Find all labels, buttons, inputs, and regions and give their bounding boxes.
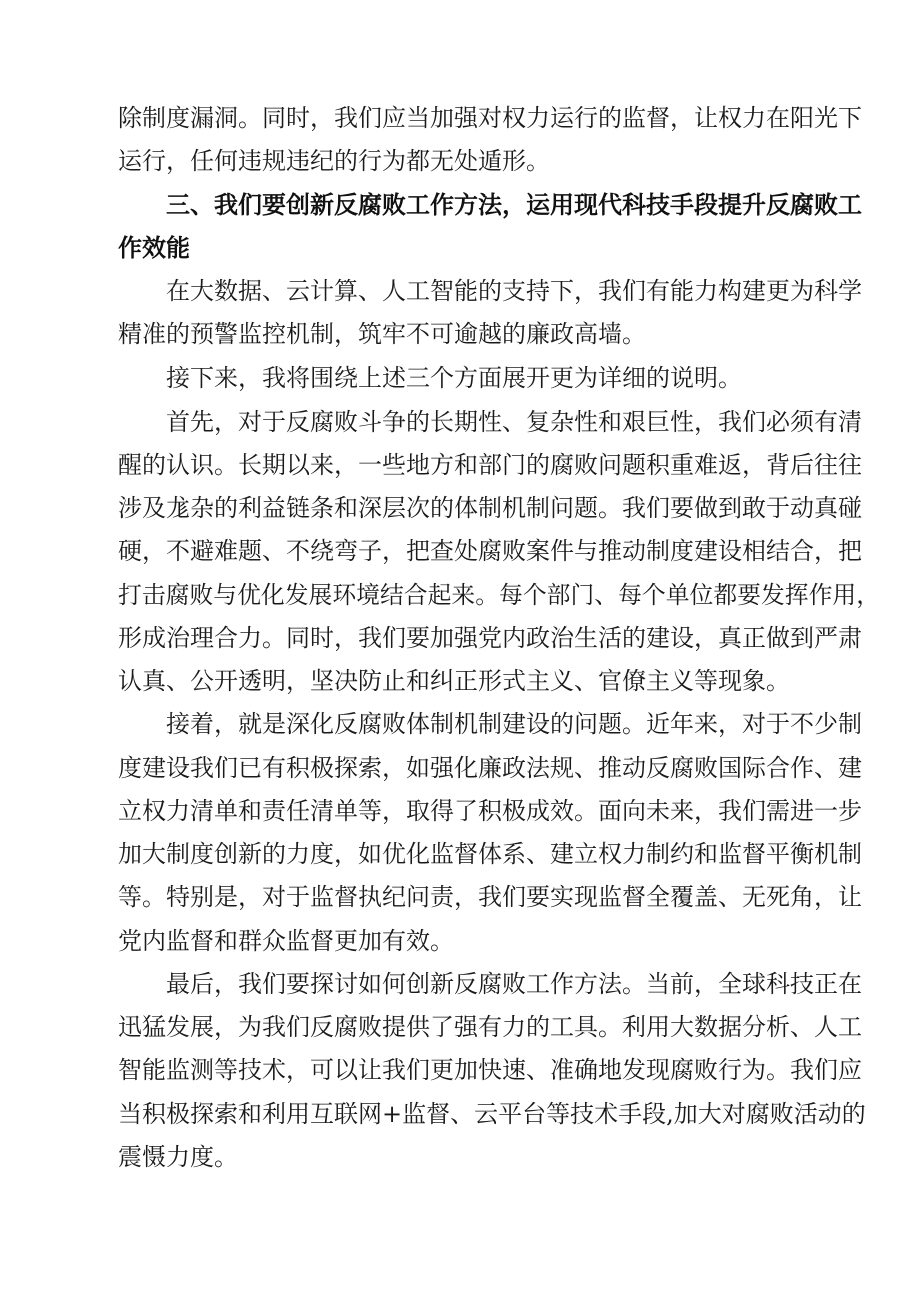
text-line: 打击腐败与优化发展环境结合起来。每个部门、每个单位都要发挥作用， [118, 581, 881, 609]
text-line: 在大数据、云计算、人工智能的支持下，我们有能力构建更为科学 [166, 277, 862, 305]
text-line: 认真、公开透明，坚决防止和纠正形式主义、官僚主义等现象。 [118, 667, 790, 695]
text-line: 运行，任何违规违纪的行为都无处遁形。 [118, 147, 550, 175]
text-line: 涉及尨杂的利益链条和深层次的体制机制问题。我们要做到敢于动真碰 [118, 494, 862, 522]
text-line: 硬，不避难题、不绕弯子，把查处腐败案件与推动制度建设相结合，把 [118, 537, 862, 565]
text-line: 迅猛发展，为我们反腐败提供了强有力的工具。利用大数据分析、人工 [118, 1013, 862, 1041]
text-line: 接下来，我将围绕上述三个方面展开更为详细的说明。 [166, 364, 742, 392]
section-heading-line: 三、我们要创新反腐败工作方法，运用现代科技手段提升反腐败工 [166, 191, 862, 219]
section-heading-line: 作效能 [118, 234, 190, 262]
text-line: 度建设我们已有积极探索，如强化廉政法规、推动反腐败国际合作、建 [118, 754, 862, 782]
text-line: 精准的预警监控机制，筑牢不可逾越的廉政高墙。 [118, 320, 646, 348]
text-line: 震慑力度。 [118, 1143, 238, 1171]
text-line: 形成治理合力。同时，我们要加强党内政治生活的建设，真正做到严肃 [118, 624, 862, 652]
text-line: 最后，我们要探讨如何创新反腐败工作方法。当前，全球科技正在 [166, 970, 862, 998]
text-line: 醒的认识。长期以来，一些地方和部门的腐败问题积重难返，背后往往 [118, 451, 862, 479]
text-line: 除制度漏洞。同时，我们应当加强对权力运行的监督，让权力在阳光下 [118, 104, 862, 132]
text-line: 智能监测等技术，可以让我们更加快速、准确地发现腐败行为。我们应 [118, 1056, 862, 1084]
text-line: 接着，就是深化反腐败体制机制建设的问题。近年来，对于不少制 [166, 710, 862, 738]
text-line: 立权力清单和责任清单等，取得了积极成效。面向未来，我们需进一步 [118, 797, 862, 825]
text-line: 等。特别是，对于监督执纪问责，我们要实现监督全覆盖、无死角，让 [118, 883, 862, 911]
text-line: 党内监督和群众监督更加有效。 [118, 927, 454, 955]
text-line: 首先，对于反腐败斗争的长期性、复杂性和艰巨性，我们必须有清 [166, 408, 862, 436]
text-line: 当积极探索和利用互联网+监督、云平台等技术手段,加大对腐败活动的 [118, 1100, 866, 1128]
text-line: 加大制度创新的力度，如优化监督体系、建立权力制约和监督平衡机制 [118, 840, 862, 868]
